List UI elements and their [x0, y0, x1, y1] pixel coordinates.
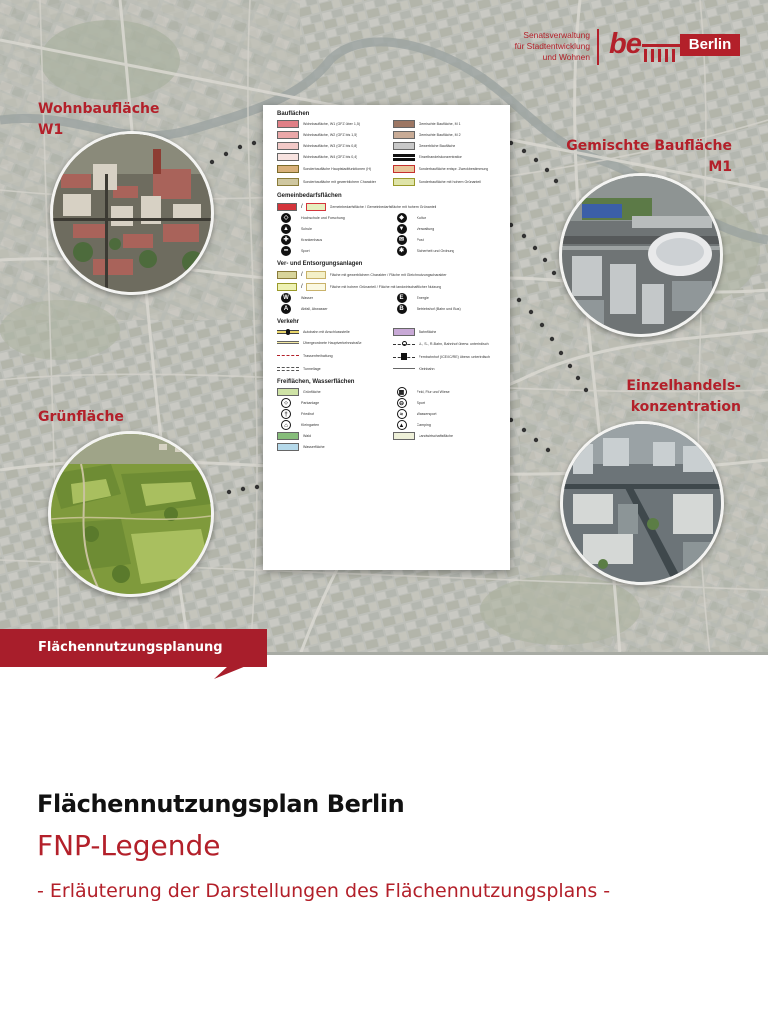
post-icon: ✉ — [397, 235, 407, 245]
legend-heading-gemeinbedarf: Gemeinbedarfsflächen — [277, 193, 342, 199]
university-icon: ◇ — [281, 213, 291, 223]
photo-einzelhandelskonzentration — [560, 421, 724, 585]
brandenburg-gate-icon — [642, 44, 680, 62]
document-title: Flächennutzungsplan Berlin — [37, 790, 405, 818]
cemetery-icon: † — [281, 409, 291, 419]
swatch-wald — [277, 432, 299, 440]
be-berlin-logo: be — [609, 28, 679, 66]
label-wohnbauflaeche: Wohnbaufläche W1 — [38, 101, 160, 138]
document-description: - Erläuterung der Darstellungen des Flächennutzungsplans - — [37, 880, 611, 902]
swatch-w3 — [277, 142, 299, 150]
label-einzelhandelskonzentration: Einzelhandels- konzentration — [626, 378, 741, 415]
legend-gemeinbedarf-pair: / Gemeinbedarfsfläche / Gemeinbedarfsfläche mit hohem Grünanteil — [277, 201, 502, 213]
depot-icon: B — [397, 304, 407, 314]
swatch-sonder-zweck — [393, 165, 415, 173]
culture-icon: ◆ — [397, 213, 407, 223]
swatch-wasserflaeche — [277, 443, 299, 451]
energy-icon: E — [397, 293, 407, 303]
ubahn-line — [393, 340, 415, 348]
allotment-icon: ⌂ — [281, 420, 291, 430]
administration-icon: ▼ — [397, 224, 407, 234]
legend-freiflaechen: Grünfläche ▦ Feld, Flur und Wiese ⁘ Parkanlage ⊖ Sport † Friedhof ≈ Wassersport ⌂ Kleingarten ▲ Camping Wald Landwirtschaftsfläche Wasserfläche — [277, 387, 502, 452]
safety-icon: ✱ — [397, 246, 407, 256]
legend-gemeinbedarf-icons: ◇ Hochschule und Forschung ◆ Kultur ▲ Schule ▼ Verwaltung ✚ Krankenhaus ✉ Post ━ Sport ✱ Sicherheit und Ordnung — [277, 213, 502, 256]
legend-verkehr: Autobahn mit Anschlussstelle Bahnfläche Übergeordnete Hauptverkehrsstraße U-, S-, R-Bahn, Bahnhof überw. unterirdisch Trassenfreihaltung Fernbahnhof (ICE/IC/RE) überw. unterirdisch Tunnellage Kleinbahn — [277, 327, 502, 374]
legend-card — [263, 105, 510, 570]
tunnel-line — [277, 365, 299, 373]
banner-tail — [214, 666, 246, 680]
swatch-gemeinbedarf — [277, 203, 297, 211]
field-icon: ▦ — [397, 387, 407, 397]
legend-bauflaechen: Wohnbaufläche, W1 (GFZ über 1,5) Gemischte Baufläche, M 1 Wohnbaufläche, W2 (GFZ bis 1,5) Gemischte Baufläche, M 2 Wohnbaufläche, W3 (GFZ bis 0,8) Gewerbliche Baufläche Wohnbaufläche, W4 (GFZ bis 0,4) Einzelhandelskonzentration Sonderbaufläche Hauptstadtfunktionen (H) Sonderbaufläche entspr. Zweckbestimmung Sonderbaufläche mit gewerblichem Charakter Sonderbaufläche mit hohem Grünanteil — [277, 119, 502, 188]
document-subtitle: FNP-Legende — [37, 829, 221, 862]
swatch-bahn — [393, 328, 415, 336]
hauptstrasse-line — [277, 339, 299, 347]
section-banner: Flächennutzungsplanung — [0, 629, 267, 667]
legend-versorgung-icons: W Wasser E Energie A Abfall, Abwasser B Betriebshof (Bahn und Bus) — [277, 293, 502, 314]
swatch-gemeinbedarf-gruen — [306, 203, 326, 211]
swatch-landwirtschaft — [393, 432, 415, 440]
legend-heading-bauflaechen: Bauflächen — [277, 111, 310, 117]
hospital-icon: ✚ — [281, 235, 291, 245]
trasse-line — [277, 352, 299, 360]
school-icon: ▲ — [281, 224, 291, 234]
swatch-sonder-gewerbe — [277, 178, 299, 186]
kleinbahn-line — [393, 365, 415, 373]
swatch-sonder-h — [277, 165, 299, 173]
waste-icon: A — [281, 304, 291, 314]
swatch-sonder-gruen — [393, 178, 415, 186]
swatch-m1 — [393, 120, 415, 128]
dept-name: Senatsverwaltung für Stadtentwicklung und Wohnen — [514, 30, 590, 62]
swatch-versorgung-gruen — [277, 283, 297, 291]
camping-icon: ▲ — [397, 420, 407, 430]
sport-field-icon: ⊖ — [397, 398, 407, 408]
photo-gemischte-bauflaeche — [559, 173, 723, 337]
sport-icon: ━ — [281, 246, 291, 256]
label-gemischte-bauflaeche: Gemischte Baufläche M1 — [566, 138, 732, 175]
fernbahnhof-line — [393, 353, 415, 361]
legend-versorgung-pair2: / Fläche mit hohem Grünanteil / Fläche mit landwirtschaftlicher Nutzung — [277, 281, 502, 293]
swatch-versorgung-landwirt — [306, 283, 326, 291]
photo-wohnbauflaeche — [50, 131, 214, 295]
swatch-versorgung-gewerbe — [277, 271, 297, 279]
park-icon: ⁘ — [281, 398, 291, 408]
swatch-gruenflaeche — [277, 388, 299, 396]
swatch-w2 — [277, 131, 299, 139]
label-gruenflaeche: Grünfläche — [38, 409, 124, 425]
swatch-w4 — [277, 153, 299, 161]
swatch-versorgung-gleich — [306, 271, 326, 279]
legend-heading-versorgung: Ver- und Entsorgungsanlagen — [277, 261, 363, 267]
logo-separator — [597, 29, 599, 65]
berlin-logo-box: Berlin — [680, 34, 740, 56]
watersport-icon: ≈ — [397, 409, 407, 419]
line-einzelhandel — [393, 153, 415, 161]
legend-heading-freiflaechen: Freiflächen, Wasserflächen — [277, 379, 355, 385]
water-icon: W — [281, 293, 291, 303]
legend-heading-verkehr: Verkehr — [277, 319, 300, 325]
swatch-w1 — [277, 120, 299, 128]
swatch-m2 — [393, 131, 415, 139]
swatch-gewerbe — [393, 142, 415, 150]
autobahn-line — [277, 328, 299, 336]
legend-versorgung-pair1: / Fläche mit gewerblichem Charakter / Fläche mit Gleichnutzungscharakter — [277, 269, 502, 281]
photo-gruenflaeche — [48, 431, 214, 597]
